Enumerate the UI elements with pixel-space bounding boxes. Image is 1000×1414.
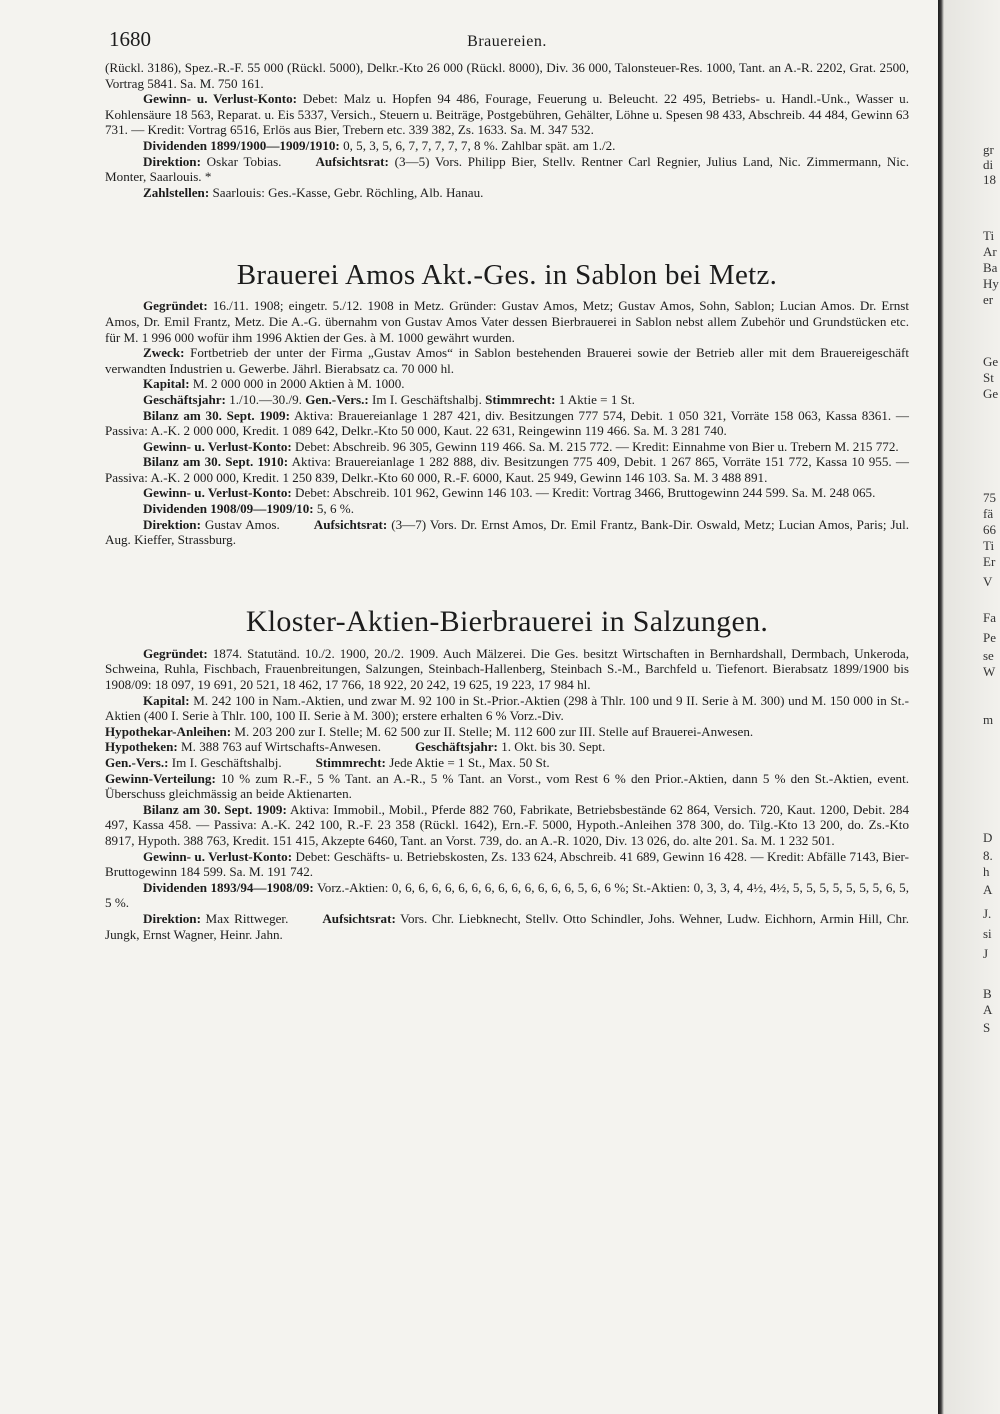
- bleed-fragment: Hy: [983, 276, 999, 291]
- paying-agents: Zahlstellen: Saarlouis: Ges.-Kasse, Gebr. Röchling, Alb. Hanau.: [143, 184, 484, 200]
- bleed-fragment: gr: [983, 142, 994, 157]
- bleed-fragment: A: [983, 1002, 993, 1017]
- purpose: Zweck: Fortbetrieb der unter der Firma „Gustav Amos“ in Sablon bestehenden Brauerei sowie der Betrieb aller mit dem Brauereigeschäft verwandten Industrien u. Gewerbe. Jährl. Bierabsatz ca. 70 000 hl.: [105, 345, 909, 376]
- bleed-fragment: er: [983, 292, 994, 307]
- continued-entry: [105, 60, 909, 200]
- bleed-fragment: 8.: [983, 848, 993, 863]
- profit-distribution: Gewinn-Verteilung: 10 % zum R.-F., 5 % Tant. an A.-R., 5 % Tant. an Vorst., vom Rest 6 % den Prior.-Aktien, dann 5 % den St.-Aktien, event. Überschuss gleichmässig an beide Aktienarten.: [105, 770, 909, 802]
- dividends: Dividenden 1908/09—1909/10: 5, 6 %.: [143, 501, 354, 517]
- balance-1910: Bilanz am 30. Sept. 1910: Aktiva: Brauereianlage 1 282 888, div. Besitzungen 775 409, Debit. 1 267 865, Vorräte 151 772, Kassa 10 955. — Passiva: A.-K. 2 000 000, Kredit. 1 250 839, Delkr.-Kto 60 000, R.-F. 6000, Kaut. 25 949, Gewinn 146 103. Sa. M. 3 488 891.: [105, 454, 909, 485]
- bleed-fragment: h: [983, 864, 990, 879]
- bleed-fragment: m: [983, 712, 994, 727]
- mortgages: Hypotheken: M. 388 763 auf Wirtschafts-Anwesen. Geschäftsjahr: 1. Okt. bis 30. Sept.: [105, 739, 606, 755]
- running-title: Brauereien.: [467, 33, 547, 50]
- bleed-fragment: fä: [983, 506, 994, 521]
- bleed-fragment: Ar: [983, 244, 997, 259]
- bleed-fragment: S: [983, 1020, 991, 1035]
- bleed-fragment: 66: [983, 522, 996, 537]
- bleed-fragment: Ti: [983, 538, 995, 553]
- page-number: 1680: [109, 27, 151, 51]
- board-line: Direktion: Max Rittweger. Aufsichtsrat: Vors. Chr. Liebknecht, Stellv. Otto Schindler, Johs. Wehner, Ludw. Eichhorn, Armin Hill, Chr. Jungk, Ernst Wagner, Heinr. Jahn.: [105, 910, 909, 942]
- bleed-fragment: Ge: [983, 354, 999, 369]
- general-meeting: Gen.-Vers.: Im I. Geschäftshalbj. Stimmrecht: Jede Aktie = 1 St., Max. 50 St.: [105, 755, 550, 770]
- capital: Kapital: M. 242 100 in Nam.-Aktien, und zwar M. 92 100 in St.-Prior.-Aktien (298 à Thlr. 100 und 9 II. Serie à M. 300) und M. 150 000 in St.-Aktien (400 I. Serie à Thlr. 100, 100 II. Serie à M. 300); erstere erhalten 6 % Vorz.-Div.: [105, 692, 909, 724]
- bleed-fragment: 75: [983, 490, 996, 505]
- balance-1909: Bilanz am 30. Sept. 1909: Aktiva: Brauereianlage 1 287 421, div. Besitzungen 777 574, Debit. 1 050 321, Vorräte 158 063, Kassa 8361. — Passiva: A.-K. 2 000 000, Kredit. 1 089 642, Delkr.-Kto 50 000, Kaut. 22 631, Reingewinn 119 466. Sa. M. 3 281 740.: [105, 407, 909, 439]
- bleed-fragment: 18: [983, 172, 996, 187]
- founded: Gegründet: 16./11. 1908; eingetr. 5./12. 1908 in Metz. Gründer: Gustav Amos, Metz; Gustav Amos, Sohn, Sablon; Lucian Amos. Dr. Ernst Amos, Dr. Emil Frantz, Metz. Die A.-G. übernahm von Gustav Amos Vater dessen Bierbrauerei in Sablon nebst allem Zubehör und Grundstücken etc. für M. 1 996 000 wofür ihm 1996 Aktien der Ges. à M. 1000 gewährt wurden.: [105, 298, 909, 345]
- bleed-fragment: Fa: [983, 610, 996, 625]
- fiscal-year: Geschäftsjahr: 1./10.—30./9. Gen.-Vers.: Im I. Geschäftshalbj. Stimmrecht: 1 Aktie = 1 St.: [143, 391, 635, 407]
- profit-loss-1909: Gewinn- u. Verlust-Konto: Debet: Abschreib. 96 305, Gewinn 119 466. Sa. M. 215 772. — Kredit: Einnahme von Bier u. Trebern M. 215 772.: [143, 438, 899, 454]
- bleed-fragment: B: [983, 986, 992, 1001]
- profit-loss-account: Gewinn- u. Verlust-Konto: Debet: Geschäfts- u. Betriebskosten, Zs. 133 624, Abschreib. 41 689, Gewinn 16 428. — Kredit: Abfälle 7143, Bier-Bruttogewinn 184 599. Sa. M. 191 742.: [105, 848, 909, 880]
- dividends: Dividenden 1893/94—1908/09: Vorz.-Aktien: 0, 6, 6, 6, 6, 6, 6, 6, 6, 6, 6, 6, 6, 6, 5, 6, 6 %; St.-Aktien: 0, 3, 3, 4, 4½, 4½, 5, 5, 5, 5, 5, 5, 5, 6, 5, 5 %.: [105, 879, 909, 911]
- bleed-fragment: Ge: [983, 386, 999, 401]
- bleed-fragment: se: [983, 648, 994, 663]
- bleed-fragment: J.: [983, 906, 992, 921]
- board-line: Direktion: Gustav Amos. Aufsichtsrat: (3—7) Vors. Dr. Ernst Amos, Dr. Emil Frantz, Bank-Dir. Oswald, Metz; Lucian Amos, Paris; Jul. Aug. Kieffer, Strassburg.: [105, 516, 910, 548]
- bleed-fragment: si: [983, 926, 992, 941]
- bleed-fragment: Ti: [983, 228, 995, 243]
- mortgage-loans: Hypothekar-Anleihen: M. 203 200 zur I. Stelle; M. 62 500 zur II. Stelle; M. 112 600 zur III. Stelle auf Brauerei-Anwesen.: [105, 723, 754, 739]
- balance-1909: Bilanz am 30. Sept. 1909: Aktiva: Immobil., Mobil., Pferde 882 760, Fabrikate, Betriebsbestände 62 864, Versich. 720, Kaut. 1200, Debit. 284 497, Kassa 458. — Passiva: A.-K. 242 100, R.-F. 23 358 (Rückl. 1642), Ern.-F. 5000, Hypoth.-Anleihen 378 300, do. Tilg.-Kto 13 200, do. Zs.-Kto 8917, Hypoth. 388 763, Kredit. 151 415, Akzepte 6460, Tant. an Vorst. 739, do. an A.-R. 1020, Div. 13 026, do. alte 201. Sa. M. 1 232 501.: [105, 801, 909, 848]
- profit-loss-1910: Gewinn- u. Verlust-Konto: Debet: Abschreib. 101 962, Gewinn 146 103. — Kredit: Vortrag 3466, Bruttogewinn 244 599. Sa. M. 248 065.: [143, 485, 876, 501]
- bleed-fragment: Er: [983, 554, 996, 569]
- dividends: Dividenden 1899/1900—1909/1910: 0, 5, 3, 5, 6, 7, 7, 7, 7, 7, 8 %. Zahlbar spät. am 1./2.: [143, 137, 616, 153]
- bleed-fragment: D: [983, 830, 993, 845]
- balance-continuation: (Rückl. 3186), Spez.-R.-F. 55 000 (Rückl. 5000), Delkr.-Kto 26 000 (Rückl. 8000), Div. 36 000, Talonsteuer-Res. 1000, Tant. an A.-R. 2202, Grat. 2500, Vortrag 5841. Sa. M. 750 161.: [105, 60, 909, 91]
- bleed-fragment: St: [983, 370, 994, 385]
- facing-page-edge: [938, 0, 1000, 1414]
- page-header: [105, 28, 909, 60]
- company-entry-amos: [105, 298, 909, 548]
- bleed-fragment: J: [983, 946, 989, 961]
- bleed-fragment: W: [983, 664, 996, 679]
- company-title-amos: Brauerei Amos Akt.-Ges. in Sablon bei Metz.: [236, 259, 778, 292]
- bleed-fragment: Ba: [983, 260, 998, 275]
- profit-loss-account: Gewinn- u. Verlust-Konto: Debet: Malz u. Hopfen 94 486, Fourage, Feuerung u. Beleucht. 22 495, Betriebs- u. Handl.-Unk., Wasser u. Kohlensäure 18 563, Reparat. u. Eis 5337, Versich., Steuern u. Beiträge, Postgebühren, Gehälter, Löhne u. Spesen 98 433, Abschreib. 44 484, Gewinn 63 731. — Kredit: Vortrag 6516, Erlös aus Bier, Trebern etc. 339 382, Zs. 1633. Sa. M. 347 532.: [105, 91, 909, 138]
- company-title-kloster: Kloster-Aktien-Bierbrauerei in Salzungen.: [245, 604, 769, 638]
- bleed-fragment: di: [983, 157, 994, 172]
- capital: Kapital: M. 2 000 000 in 2000 Aktien à M. 1000.: [143, 376, 405, 392]
- bleed-fragment: A: [983, 882, 993, 897]
- board-line: Direktion: Oskar Tobias. Aufsichtsrat: (3—5) Vors. Philipp Bier, Stellv. Rentner Carl Regnier, Julius Land, Nic. Zimmermann, Nic. Monter, Saarlouis. *: [105, 153, 909, 185]
- founded: Gegründet: 1874. Statutänd. 10./2. 1900, 20./2. 1909. Auch Mälzerei. Die Ges. besitzt Wirtschaften in Bernhardshall, Dermbach, Unkeroda, Schweina, Ruhla, Fischbach, Frauenbreitungen, Salzungen, Steinbach-Hallenberg, Steinbach S.-M., Barchfeld u. Tiefenort. Bierabsatz 1899/1900 bis 1908/09: 18 097, 19 691, 20 521, 18 462, 17 766, 18 922, 20 242, 19 625, 19 223, 17 984 hl.: [105, 645, 909, 693]
- company-entry-kloster: [105, 646, 909, 942]
- document-page: [105, 28, 909, 942]
- bleed-fragment: V: [983, 574, 993, 589]
- bleed-fragment: Pe: [983, 630, 996, 645]
